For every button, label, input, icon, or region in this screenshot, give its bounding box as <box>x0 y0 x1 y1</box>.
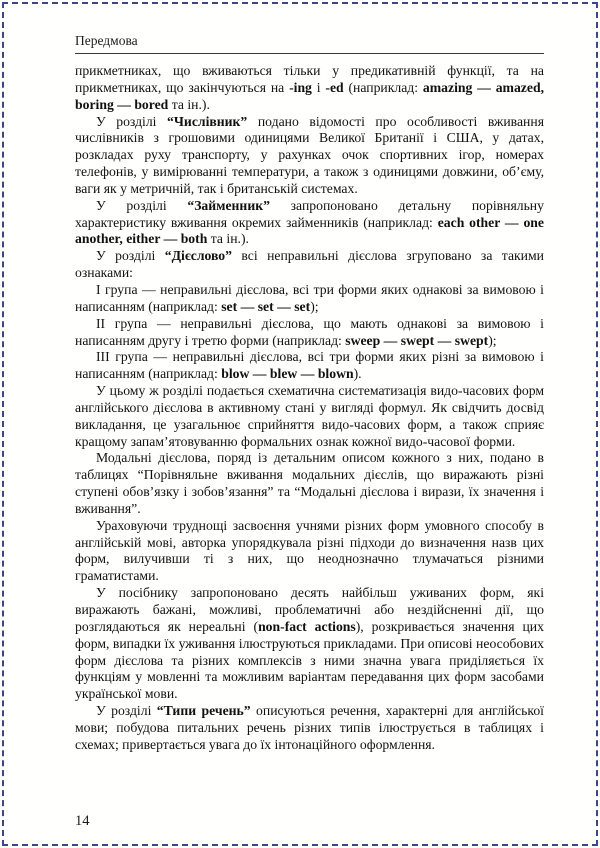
text-segment: “Займенник” <box>187 197 270 213</box>
text-segment: та ін.). <box>207 231 249 247</box>
text-segment: “Типи речень” <box>156 703 251 719</box>
paragraph <box>75 349 544 383</box>
text-segment: “Числівник” <box>167 113 248 129</box>
page-body <box>75 63 544 812</box>
paragraph <box>75 703 544 754</box>
text-segment: each other — one another, either — both <box>75 214 544 247</box>
text-segment: set — set — set <box>221 298 311 314</box>
paragraph <box>75 248 544 282</box>
header-rule <box>75 53 544 54</box>
text-segment: У розділі <box>96 197 188 213</box>
paragraph <box>75 316 544 350</box>
text-segment: всі неправильні дієслова згруповано за такими ознаками: <box>75 248 544 281</box>
paragraph <box>75 282 544 316</box>
text-segment: amazing — amazed, boring — bored <box>75 79 544 112</box>
text-segment: “Дієслово” <box>164 248 232 264</box>
text-segment: ), розкривається значення цих форм, випадки їх уживання ілюструються прикладами. При описові неособових форм дієслова та різних комплексів з ними значна увага приділяється їх функціям у мовленні та можливим варіантам передавання цих форм засобами української мови. <box>75 618 544 702</box>
text-segment: ІІ група — неправильні дієслова, що мають однакові за вимовою і написанням другу і третю форми (наприклад: <box>75 315 544 348</box>
paragraph <box>75 383 544 450</box>
running-header <box>75 33 544 48</box>
paragraph <box>75 585 544 703</box>
paragraph <box>75 63 544 114</box>
text-segment: У цьому ж розділі подається схематична систематизація видо-часових форм англійського дієслова в активному стані у вигляді формул. Як свідчить досвід викладання, це узагальнює сприйняття видо-часових форм, а також сприяє кращому запам’ятовуванню формальних ознак кожної видо-часової форми. <box>75 383 544 449</box>
text-segment: ІІІ група — неправильні дієслова, всі три форми яких різні за вимовою і написанням (наприклад: <box>75 349 544 382</box>
text-segment: подано відомості про особливості вживання числівників з грошовими одиницями Великої Британії і США, у датах, розкладах руху транспорту, у рахунках очок спортивних ігор, номерах телефонів, у вимірюванні температури, а також з одиницями довжини, об’єму, ваги як у метричній, так і британській системах. <box>75 113 544 196</box>
text-segment: і <box>311 79 326 95</box>
text-segment: ). <box>353 366 362 382</box>
text-segment: І група — неправильні дієслова, всі три форми яких однакові за вимовою і написанням (наприклад: <box>75 281 544 314</box>
text-segment: У посібнику запропоновано десять найбільш уживаних форм, які виражають бажані, можливі, проблематичні або нездійсненні дії, що розглядаються як нереальні ( <box>75 585 544 634</box>
paragraph <box>75 114 544 198</box>
text-segment: Модальні дієслова, поряд із детальним описом кожного з них, подано в таблицях “Порівняльне вживання модальних дієслів, що виражають різні ступені обов’язку і зобов’язання” та “Модальні дієслова і вирази, їх значення і вживання”. <box>75 450 544 516</box>
page-content <box>75 33 544 830</box>
text-segment: прикметниках, що вживаються тільки у предикативній функції, та на прикметниках, що закінчуються на <box>75 63 544 95</box>
text-segment: -ed <box>325 79 344 95</box>
text-segment: sweep — swept — swept <box>345 332 489 348</box>
text-segment: У розділі <box>96 113 168 129</box>
paragraph <box>75 198 544 249</box>
running-header-text: Передмова <box>75 33 138 48</box>
text-segment: та ін.). <box>168 96 210 112</box>
page-number: 14 <box>75 813 90 829</box>
paragraph <box>75 450 544 517</box>
text-segment: (наприклад: <box>343 79 423 95</box>
text-segment: -ing <box>289 79 312 95</box>
text-segment: ); <box>488 332 497 348</box>
text-segment: описуються речення, характерні для англійської мови; побудова питальних речень різних типів ілюструється в таблицях і схемах; привертається увага до їх інтонаційного оформлення. <box>75 703 544 752</box>
text-segment: У розділі <box>96 248 165 264</box>
text-segment: blow — blew — blown <box>221 366 354 382</box>
text-segment: запропоновано детальну порівняльну характеристику вживання окремих займенників (наприклад: <box>75 197 544 230</box>
text-segment: ); <box>310 298 319 314</box>
text-segment: Ураховуючи труднощі засвоєння учнями різних форм умовного способу в англійській мові, авторка упорядкувала різні підходи до визначення назв цих форм, вилучивши ті з них, що неоднозначно тлумачаться різними граматистами. <box>75 517 544 584</box>
text-segment: non-fact actions <box>258 618 356 634</box>
text-segment: У розділі <box>96 703 157 719</box>
paragraph <box>75 518 544 585</box>
